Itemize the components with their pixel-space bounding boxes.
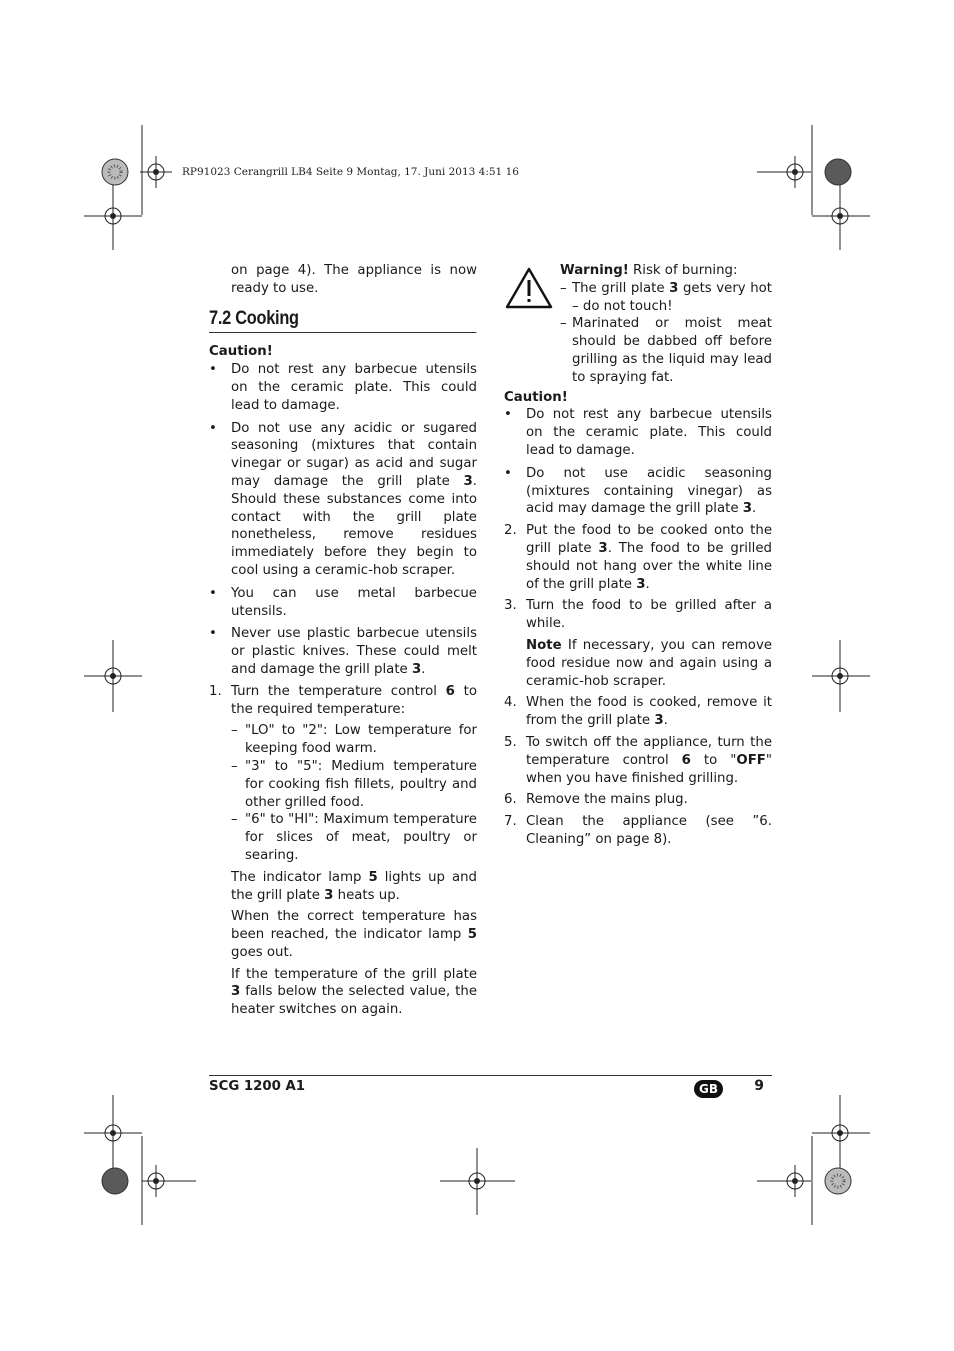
page-footer xyxy=(209,1075,772,1106)
caution-label: Caution! xyxy=(504,389,568,405)
step-7: 7. Clean the appliance (see ”6. Cleaning” on page 8). xyxy=(504,814,772,847)
left-column xyxy=(209,262,477,1019)
step-number: 1. xyxy=(209,683,222,699)
warning-item: – Marinated or moist meat should be dabbed off before grilling as the liquid may lead to spraying fat. xyxy=(560,316,772,385)
section-title: 7.2 Cooking xyxy=(209,310,476,334)
note: Note If necessary, you can remove food residue now and again using a ceramic-hob scraper. xyxy=(526,637,772,689)
step-4: 4. When the food is cooked, remove it from the grill plate 3. xyxy=(504,695,772,729)
bullet-mark: • xyxy=(209,420,217,436)
step-6: 6. Remove the mains plug. xyxy=(504,792,688,808)
warning-triangle-icon xyxy=(504,266,554,310)
right-column xyxy=(504,262,772,849)
step-3: 3. Turn the food to be grilled after a while. xyxy=(504,598,772,632)
paragraph: When the correct temperature has been reached, the indicator lamp 5 goes out. xyxy=(231,909,477,960)
warning-heading: Warning! Risk of burning: xyxy=(560,263,738,278)
page-number: 9 xyxy=(754,1078,764,1094)
sub-item: – "6" to "HI": Maximum temperature for slices of meat, poultry or searing. xyxy=(231,812,477,863)
list-item: • Never use plastic barbecue utensils or plastic knives. These could melt and damage the grill plate 3. xyxy=(209,626,477,677)
intro-text: on page 4). The appliance is now ready to use. xyxy=(231,263,477,296)
bullet-mark: • xyxy=(209,626,217,642)
warning-box xyxy=(504,262,772,387)
warning-item: – The grill plate 3 gets very hot – do not touch! xyxy=(560,280,773,314)
caution-label: Caution! xyxy=(209,344,273,360)
language-badge: GB xyxy=(694,1080,723,1098)
step-5: 5. To switch off the appliance, turn the temperature control 6 to "OFF" when you have finished grilling. xyxy=(504,734,773,786)
bullet-mark: • xyxy=(209,362,217,378)
list-item: • Do not use acidic seasoning (mixtures containing vinegar) as acid may damage the grill plate 3. xyxy=(504,465,772,517)
model-number: SCG 1200 A1 xyxy=(209,1079,306,1094)
list-item: • You can use metal barbecue utensils. xyxy=(209,585,477,619)
paragraph: The indicator lamp 5 lights up and the grill plate 3 heats up. xyxy=(231,869,477,903)
sub-item: – "3" to "5": Medium temperature for cooking fish fillets, poultry and other grilled food. xyxy=(231,758,477,810)
list-item: • Do not use any acidic or sugared seasoning (mixtures that contain vinegar or sugar) as acid and sugar may damage the grill plate 3. Should these substances come into contact with the grill plate nonetheless, remove residues immediately before they begin to cool using a ceramic-hob scraper. xyxy=(209,420,477,578)
print-job-line: RP91023 Cerangrill LB4 Seite 9 Montag, 17. Juni 2013 4:51 16 xyxy=(182,166,519,178)
sub-item: – "LO" to "2": Low temperature for keeping food warm. xyxy=(231,723,477,757)
step-1: 1. Turn the temperature control 6 to the required temperature: xyxy=(209,683,477,717)
bullet-mark: • xyxy=(209,585,217,601)
paragraph: If the temperature of the grill plate 3 falls below the selected value, the heater switches on again. xyxy=(231,966,477,1018)
list-item: • Do not rest any barbecue utensils on the ceramic plate. This could lead to damage. xyxy=(209,362,477,413)
list-item: • Do not rest any barbecue utensils on the ceramic plate. This could lead to damage. xyxy=(504,407,772,458)
step-2: 2. Put the food to be cooked onto the grill plate 3. The food to be grilled should not hang over the white line of the grill plate 3. xyxy=(504,523,772,592)
